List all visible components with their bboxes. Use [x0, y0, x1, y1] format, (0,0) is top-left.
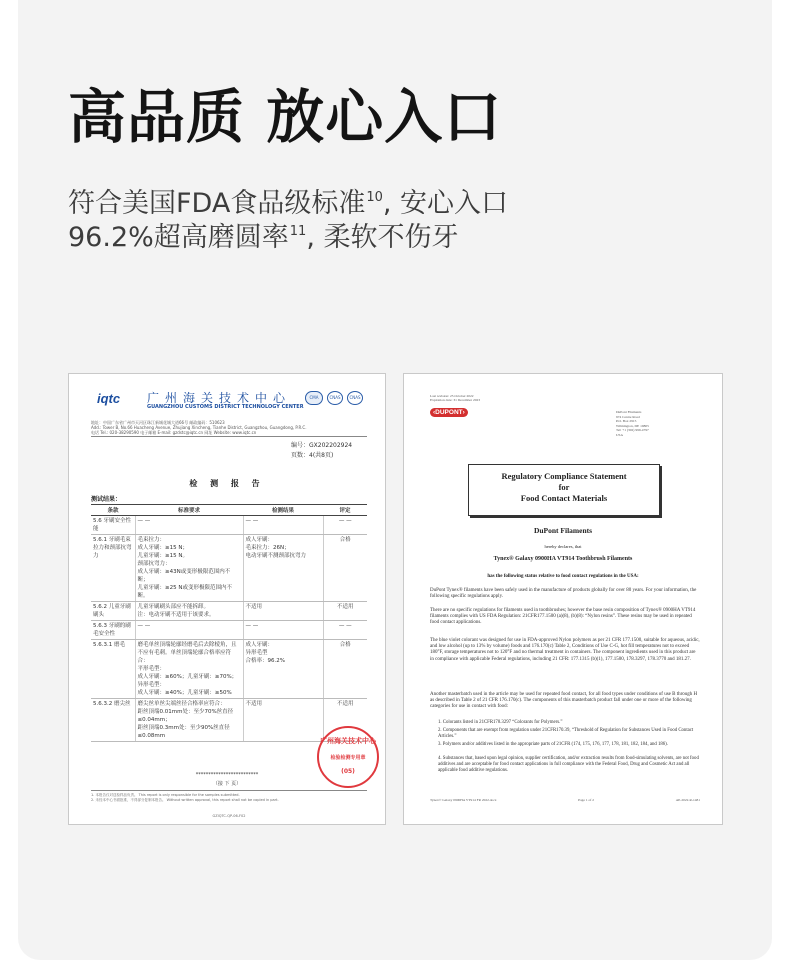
table-cell: 成人牙刷： 异形毛型 合格率：96.2%	[243, 640, 323, 699]
product-name: Tynex® Galaxy 0900HA VT914 Toothbrush Filaments	[493, 556, 633, 562]
table-cell: 不适用	[323, 699, 367, 742]
table-row	[91, 602, 367, 621]
iqtc-logo: iqtc	[97, 391, 121, 406]
address-line: Add.: Tower B, No.66 Huacheng Avenue, Zhujiang Xincheng, Tianhe District, Guangzhou, Guangdong, P.R.C.	[91, 425, 307, 430]
table-cell: 磨尖丝单丝尖端丝径合格率应符合： 距丝顶端0.01mm处：至少70%丝直径≤0.04mm； 距丝顶端0.3mm处：至少90%丝直径≤0.08mm	[135, 699, 243, 742]
table-cell: 不适用	[323, 602, 367, 621]
paragraph: The blue violet colorant was designed for use in FDA-approved Nylon polymers as per 21 CFR 177.1500, suitable for aqueous, acidic, and low alcohol (up to 13% by volume) foods and 176.170(c) Table 2, Conditions of Use C-G, hot fill temperatures not to exceed 180°F, storage temperatures not to 120°F and no thermal treatment in containers. The component ingredients used in this product are in compliance with applicable Federal regulations, including 21 CFR: 177.1315 (b)(1), 177.1500, 178.3297, 178.3770 and 181.27.	[430, 638, 700, 662]
compliance-statement-document	[403, 373, 723, 825]
expiration-date: Expiration date: 31 December 2023	[430, 398, 480, 402]
table-cell: 5.6.3.2 磨尖丝	[91, 699, 135, 742]
table-cell: — —	[135, 516, 243, 535]
revision-date: Last revision: 25 October 2022	[430, 394, 474, 398]
subtitle-line-2: 96.2%超高磨圆率$^{11}$, 柔软不伤牙	[68, 222, 459, 253]
footer-page: Page 1 of 2	[578, 798, 595, 802]
address-line: USA	[616, 432, 624, 437]
address-line: Wilmington, DE 19805	[616, 423, 649, 428]
table-row	[91, 535, 367, 602]
table-cell: — —	[243, 621, 323, 640]
table-cell: — —	[323, 516, 367, 535]
column-header: 检测结果	[243, 505, 323, 516]
paragraph: There are no specific regulations for filaments used in toothbrushes; however the base resin composition of Tynex® 0900HA VT914 filaments complies with US FDA Regulation: 21CFR177.1500 (a)(8), (b)(8): “Nylon resins”. These resins may be used in repeated food contact applications.	[430, 608, 696, 626]
company-address	[616, 410, 649, 437]
footer-code: AP-2022-R-1481	[675, 798, 700, 802]
column-header: 标准要求	[135, 505, 243, 516]
table-cell: — —	[135, 621, 243, 640]
result-table	[91, 504, 367, 742]
document-footer	[430, 798, 700, 802]
table-cell: 5.6.1 牙刷毛束拉力和颈部抗弯力	[91, 535, 135, 602]
footnote-ref-10: 10	[366, 190, 383, 205]
status-line: has the following status relative to food contact regulations in the USA:	[487, 574, 639, 579]
declaration-line: hereby declares, that	[544, 544, 582, 549]
end-marker: *************************	[195, 772, 259, 778]
divider	[91, 436, 367, 437]
org-name-cn: 广州海关技术中心	[147, 391, 292, 405]
report-title: 检 测 报 告	[189, 479, 265, 488]
table-cell: — —	[243, 516, 323, 535]
table-row	[91, 640, 367, 699]
address-line: Tel: +1 (302) 999-4797	[616, 428, 649, 432]
table-cell: 合格	[323, 535, 367, 602]
table-cell: 毛束拉力： 成人牙刷：≥15 N； 儿童牙刷：≥15 N。 颈部抗弯力： 成人牙刷：≥43N或变形极限范围内不断； 儿童牙刷：≥25 N或变形极限范围内不断。	[135, 535, 243, 602]
table-cell: 合格	[323, 640, 367, 699]
cma-badge-icon: CMA	[305, 391, 323, 405]
cnas-badge-icon: CNAS	[327, 391, 343, 405]
subtitle-line-1: 符合美国FDA食品级标准$^{10}$, 安心入口	[68, 188, 509, 219]
result-table-body	[91, 516, 367, 742]
footnote-ref-11: 11	[289, 224, 307, 239]
column-header: 条款	[91, 505, 135, 516]
company-name: DuPont Filaments	[533, 526, 593, 535]
continued-note: （接 下 页）	[212, 781, 242, 787]
address-line: 974 Centre Road	[616, 414, 640, 419]
table-cell: 5.6.2 儿童牙刷刷头	[91, 602, 135, 621]
org-name-en: GUANGZHOU CUSTOMS DISTRICT TECHNOLOGY CENTER	[147, 404, 304, 410]
table-cell: 磨毛单丝顶端轮廓经磨毛后去除棱角，且不应有毛刺。单丝顶端轮廓合格率应符合： 平形毛型： 成人牙刷：≥60%；儿童牙刷：≥70%； 异形毛型： 成人牙刷：≥40%；儿童牙刷：≥50%	[135, 640, 243, 699]
table-cell: 儿童牙刷刷头部应不能拆卸。 注：电动牙刷不适用于该要求。	[135, 602, 243, 621]
footer-filename: Tynex® Galaxy 0900HA VT914 FR 2022.docx	[430, 798, 497, 802]
paragraph: DuPont Tynex® filaments have been safely used in the manufacture of products globally for over 80 years. For your information, the following specific regulations apply.	[430, 588, 697, 600]
dupont-logo: ‹DUPONT›	[430, 408, 468, 417]
table-cell: 成人牙刷： 毛束拉力：26N； 电动牙刷不测颈部抗弯力	[243, 535, 323, 602]
page-count: 页数：4(共8页)	[291, 452, 334, 459]
list-item: 2. Components that are exempt from regulation under 21CFR170.39, “Threshold of Regulation for Substances Used in Food Contact Articles.”	[438, 728, 694, 739]
table-row	[91, 516, 367, 535]
table-cell: 不适用	[243, 699, 323, 742]
contact-line: 电话 Tel.: 020-38290590 电子邮箱 E-mail: gzdstc@iqtc.cn 网址 Website: www.iqtc.cn	[91, 430, 257, 435]
statement-title-box: Regulatory Compliance Statement for Food Contact Materials	[468, 464, 660, 516]
table-cell: 5.6 牙刷安全性能	[91, 516, 135, 535]
table-cell: 5.6.3 牙刷的刷毛安全性	[91, 621, 135, 640]
address-line: DuPont Filaments	[616, 410, 642, 414]
report-number: 编号：GX202202924	[291, 442, 353, 449]
address-line: 地址：中国广东省广州市天河区珠江新城花城大道66号 邮政编码：510623	[91, 420, 225, 425]
accreditation-badges	[305, 391, 363, 405]
footnote: 1. 本报告仅对送检样品负责。 This report is only responsible for the samples submitted.	[91, 793, 240, 797]
form-number: GZIQTC-QP-06-F02	[212, 814, 246, 818]
footnote: 2. 未经本中心书面批准，不得部分复制本报告。 Without written approval, this report shall not be copied in part.	[91, 798, 279, 802]
table-cell: 不适用	[243, 602, 323, 621]
paragraph: Another masterbatch used in the article may be used for repeated food contact, for all food types under conditions of use B through H as described in Table 2 of 21 CFR 176.170(c). The components of this masterbatch product fall under one or more of the following categories for use in contact with food:	[430, 692, 698, 710]
address-line: P.O. Box 2915	[616, 419, 637, 423]
column-header: 评定	[323, 505, 367, 516]
table-cell: — —	[323, 621, 367, 640]
official-seal-stamp: 广州海关技术中心 检验检测专用章 (05)	[317, 726, 379, 788]
result-label: 测试结果：	[91, 496, 122, 503]
list-item: 3. Polymers and/or additives listed in the appropriate parts of 21CFR (174, 175, 176, 177, 178, 181, 182, 184, and 186).	[438, 742, 668, 747]
cnas-badge-icon: CNAS	[347, 391, 363, 405]
report-letterhead	[95, 387, 365, 417]
table-cell: 5.6.3.1 磨毛	[91, 640, 135, 699]
table-row	[91, 621, 367, 640]
test-report-document	[68, 373, 386, 825]
list-item: 1. Colorants listed in 21CFR178.3297 “Colorants for Polymers.”	[438, 720, 563, 725]
list-item: 4. Substances that, based upon legal opinion, supplier certification, and/or extraction results from food-simulating solvents, are not food additives and are acceptable for food contact applications in full compliance with the Federal Food, Drug and Cosmetic Act and all applicable food additive regulations.	[438, 756, 699, 773]
headline: 高品质 放心入口	[68, 83, 503, 151]
divider	[91, 790, 367, 791]
